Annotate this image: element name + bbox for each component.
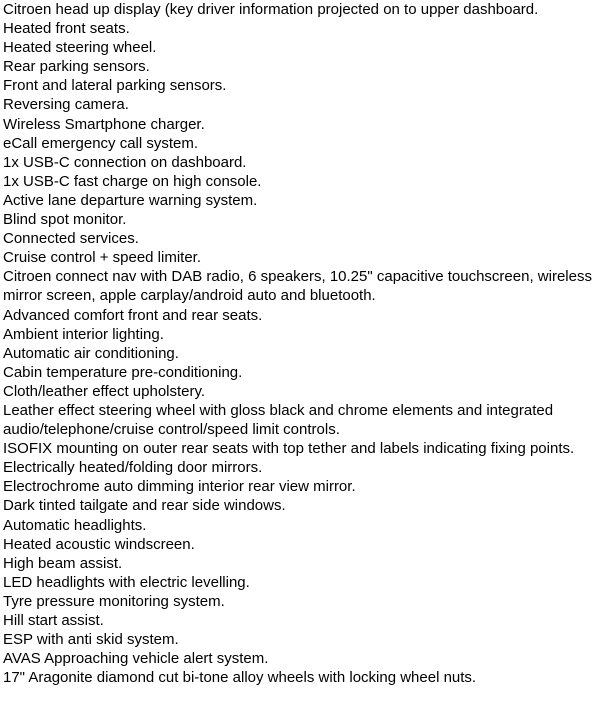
feature-item: eCall emergency call system. <box>3 134 199 152</box>
feature-item: Automatic air conditioning. <box>3 344 179 362</box>
feature-item: Reversing camera. <box>3 96 129 114</box>
feature-item: AVAS Approaching vehicle alert system. <box>3 650 269 668</box>
feature-item: Citroen head up display (key driver information projected on to upper dashboard. <box>3 1 539 18</box>
feature-item: 1x USB-C connection on dashboard. <box>3 153 247 171</box>
feature-item: Cruise control + speed limiter. <box>3 249 202 267</box>
feature-item: High beam assist. <box>3 554 123 572</box>
feature-item: Hill start assist. <box>3 612 104 629</box>
feature-item: Dark tinted tailgate and rear side windows. <box>3 497 286 515</box>
feature-item: Electrochrome auto dimming interior rear view mirror. <box>3 478 356 496</box>
feature-item: Citroen connect nav with DAB radio, 6 speakers, 10.25" capacitive touchscreen, wireless mirror screen, apple carplay/android auto and bluetooth. <box>3 268 592 305</box>
feature-item: Advanced comfort front and rear seats. <box>3 306 263 324</box>
feature-item: Active lane departure warning system. <box>3 191 258 209</box>
feature-item: Tyre pressure monitoring system. <box>3 592 225 610</box>
feature-item: Cabin temperature pre-conditioning. <box>3 363 243 381</box>
feature-item: Heated steering wheel. <box>3 39 157 57</box>
feature-item: Leather effect steering wheel with gloss black and chrome elements and integrated audio/telephone/cruise control/speed limit controls. <box>3 401 554 439</box>
feature-item: Blind spot monitor. <box>3 211 127 229</box>
feature-item: Wireless Smartphone charger. <box>3 115 205 133</box>
feature-item: Rear parking sensors. <box>3 58 150 76</box>
feature-item: Connected services. <box>3 230 139 248</box>
feature-item: Front and lateral parking sensors. <box>3 77 227 95</box>
feature-item: Cloth/leather effect upholstery. <box>3 382 206 400</box>
feature-item: ISOFIX mounting on outer rear seats with top tether and labels indicating fixing points. <box>3 440 575 458</box>
feature-item: Heated front seats. <box>3 20 130 38</box>
feature-item: 1x USB-C fast charge on high console. <box>3 172 262 190</box>
feature-item: Electrically heated/folding door mirrors. <box>3 459 263 477</box>
feature-item: LED headlights with electric levelling. <box>3 573 250 591</box>
feature-item: Automatic headlights. <box>3 516 147 534</box>
feature-item: 17" Aragonite diamond cut bi-tone alloy wheels with locking wheel nuts. <box>3 669 477 687</box>
feature-item: Ambient interior lighting. <box>3 325 164 343</box>
feature-item: Heated acoustic windscreen. <box>3 535 195 553</box>
feature-item: ESP with anti skid system. <box>3 631 179 649</box>
